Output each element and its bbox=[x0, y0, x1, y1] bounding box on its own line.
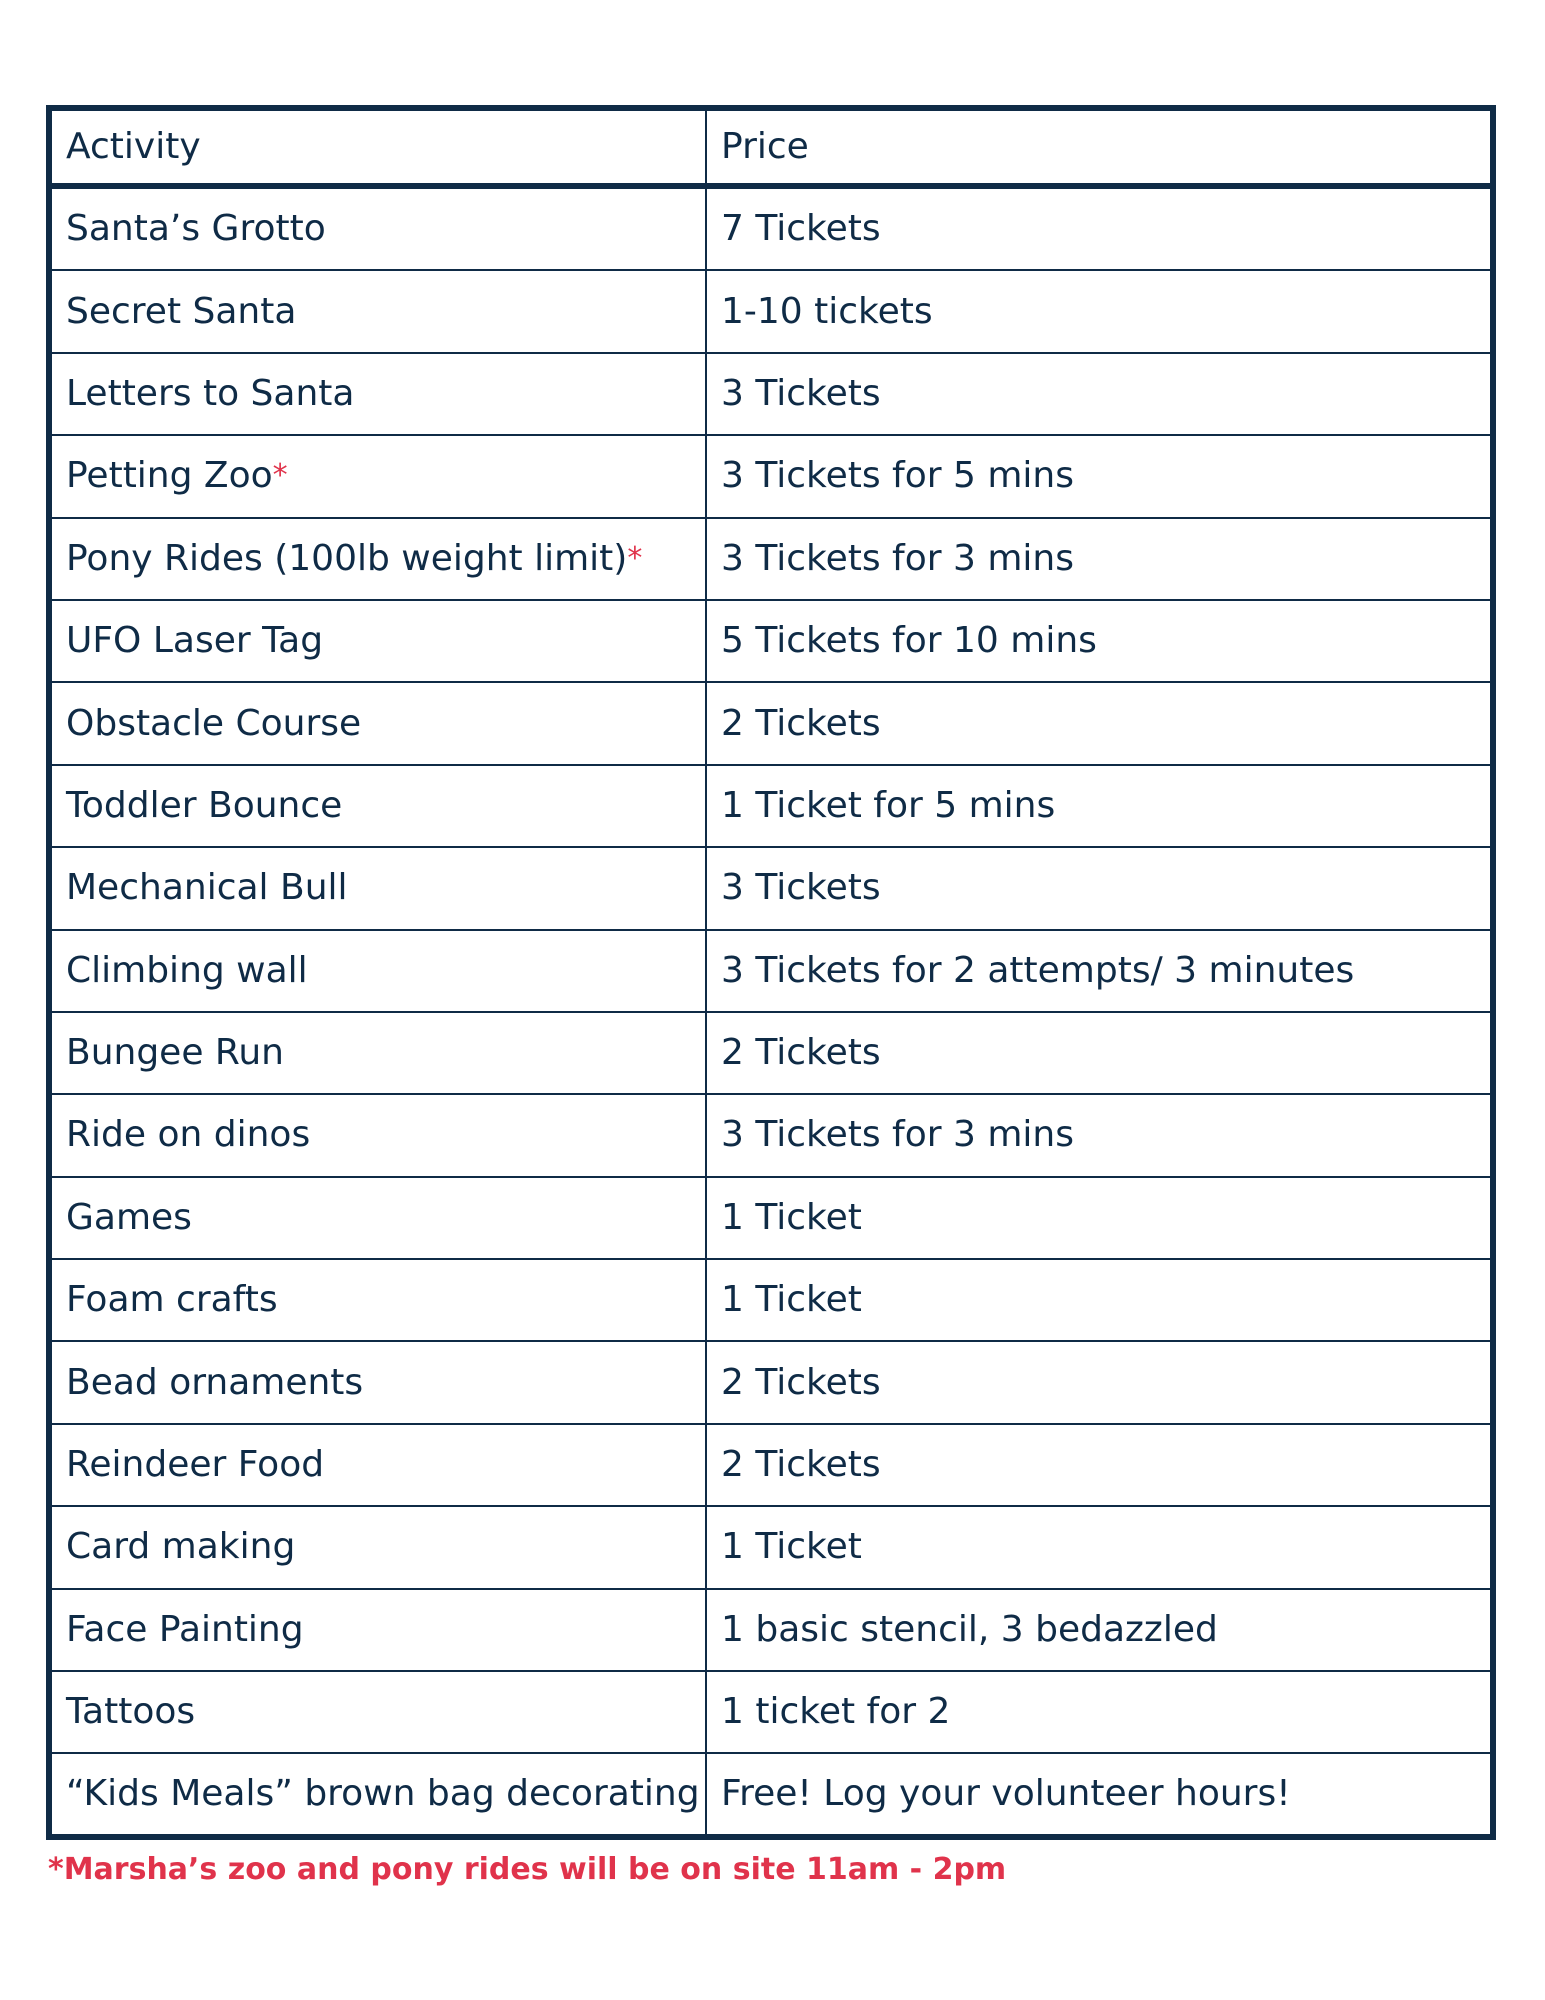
activity-cell bbox=[52, 1754, 707, 1834]
table-row bbox=[52, 1178, 1490, 1260]
price-cell: 3 Tickets for 2 attempts/ 3 minutes bbox=[707, 931, 1490, 1013]
activity-name: Climbing wall bbox=[66, 949, 308, 991]
activity-name: Bead ornaments bbox=[66, 1361, 364, 1403]
activity-cell bbox=[52, 1342, 707, 1424]
activity-cell bbox=[52, 848, 707, 930]
table-row bbox=[52, 354, 1490, 436]
activity-name: “Kids Meals” brown bag decorating bbox=[66, 1773, 700, 1815]
activity-name: Tattoos bbox=[66, 1691, 196, 1733]
activity-name: Petting Zoo bbox=[66, 455, 273, 497]
table-row bbox=[52, 1260, 1490, 1342]
price-cell: 1-10 tickets bbox=[707, 271, 1490, 353]
price-cell: 3 Tickets for 3 mins bbox=[707, 1095, 1490, 1177]
footnote-marker: * bbox=[272, 458, 288, 494]
column-header-price: Price bbox=[707, 111, 1490, 189]
price-cell: 5 Tickets for 10 mins bbox=[707, 601, 1490, 683]
activity-cell bbox=[52, 683, 707, 765]
activity-name: Foam crafts bbox=[66, 1279, 278, 1321]
activity-name: Pony Rides (100lb weight limit) bbox=[66, 537, 628, 579]
activity-cell bbox=[52, 519, 707, 601]
price-cell: 3 Tickets bbox=[707, 848, 1490, 930]
price-cell: 3 Tickets for 3 mins bbox=[707, 519, 1490, 601]
activity-cell bbox=[52, 1425, 707, 1507]
activity-cell bbox=[52, 189, 707, 271]
price-cell: 2 Tickets bbox=[707, 1013, 1490, 1095]
activity-cell bbox=[52, 931, 707, 1013]
activity-name: UFO Laser Tag bbox=[66, 620, 324, 662]
table-row bbox=[52, 601, 1490, 683]
price-cell: 1 Ticket bbox=[707, 1507, 1490, 1589]
table-row bbox=[52, 519, 1490, 601]
activity-name: Face Painting bbox=[66, 1608, 304, 1650]
price-cell: 2 Tickets bbox=[707, 1342, 1490, 1424]
footnote-marker: * bbox=[627, 540, 643, 576]
activity-cell bbox=[52, 436, 707, 518]
activity-name: Secret Santa bbox=[66, 290, 297, 332]
table-row bbox=[52, 1590, 1490, 1672]
activity-name: Obstacle Course bbox=[66, 702, 362, 744]
activity-cell bbox=[52, 1013, 707, 1095]
table-row bbox=[52, 1507, 1490, 1589]
activity-cell bbox=[52, 271, 707, 353]
table-row bbox=[52, 1342, 1490, 1424]
price-cell: 1 ticket for 2 bbox=[707, 1672, 1490, 1754]
table-row bbox=[52, 1095, 1490, 1177]
activity-name: Reindeer Food bbox=[66, 1444, 325, 1486]
activity-cell bbox=[52, 1590, 707, 1672]
activity-cell bbox=[52, 601, 707, 683]
activity-cell bbox=[52, 1260, 707, 1342]
price-cell: 3 Tickets bbox=[707, 354, 1490, 436]
activity-price-table bbox=[46, 105, 1496, 1840]
activity-name: Santa’s Grotto bbox=[66, 208, 326, 250]
activity-cell bbox=[52, 1507, 707, 1589]
activity-name: Bungee Run bbox=[66, 1032, 284, 1074]
table-row bbox=[52, 1013, 1490, 1095]
price-cell: 7 Tickets bbox=[707, 189, 1490, 271]
table-row bbox=[52, 766, 1490, 848]
table-row bbox=[52, 931, 1490, 1013]
activity-name: Letters to Santa bbox=[66, 372, 355, 414]
activity-name: Mechanical Bull bbox=[66, 867, 348, 909]
table-row bbox=[52, 1425, 1490, 1507]
price-cell: 1 Ticket bbox=[707, 1178, 1490, 1260]
price-cell: 1 Ticket for 5 mins bbox=[707, 766, 1490, 848]
activity-name: Card making bbox=[66, 1526, 296, 1568]
table-row bbox=[52, 271, 1490, 353]
table-header-row bbox=[52, 111, 1490, 189]
price-cell: 2 Tickets bbox=[707, 1425, 1490, 1507]
activity-cell bbox=[52, 1095, 707, 1177]
activity-name: Toddler Bounce bbox=[66, 784, 343, 826]
activity-name: Ride on dinos bbox=[66, 1114, 311, 1156]
table-row bbox=[52, 1754, 1490, 1834]
column-header-activity: Activity bbox=[52, 111, 707, 189]
price-cell: 1 Ticket bbox=[707, 1260, 1490, 1342]
activity-cell bbox=[52, 354, 707, 436]
activity-cell bbox=[52, 766, 707, 848]
table-row bbox=[52, 1672, 1490, 1754]
price-cell: 3 Tickets for 5 mins bbox=[707, 436, 1490, 518]
price-cell: 2 Tickets bbox=[707, 683, 1490, 765]
activity-name: Games bbox=[66, 1196, 192, 1238]
price-cell: Free! Log your volunteer hours! bbox=[721, 1773, 1291, 1815]
footnote: *Marsha’s zoo and pony rides will be on site 11am - 2pm bbox=[48, 1852, 1007, 1887]
activity-cell bbox=[52, 1672, 707, 1754]
table-row bbox=[52, 189, 1490, 271]
activity-cell bbox=[52, 1178, 707, 1260]
table-row bbox=[52, 436, 1490, 518]
table-row bbox=[52, 848, 1490, 930]
table-row bbox=[52, 683, 1490, 765]
price-cell: 1 basic stencil, 3 bedazzled bbox=[707, 1590, 1490, 1672]
